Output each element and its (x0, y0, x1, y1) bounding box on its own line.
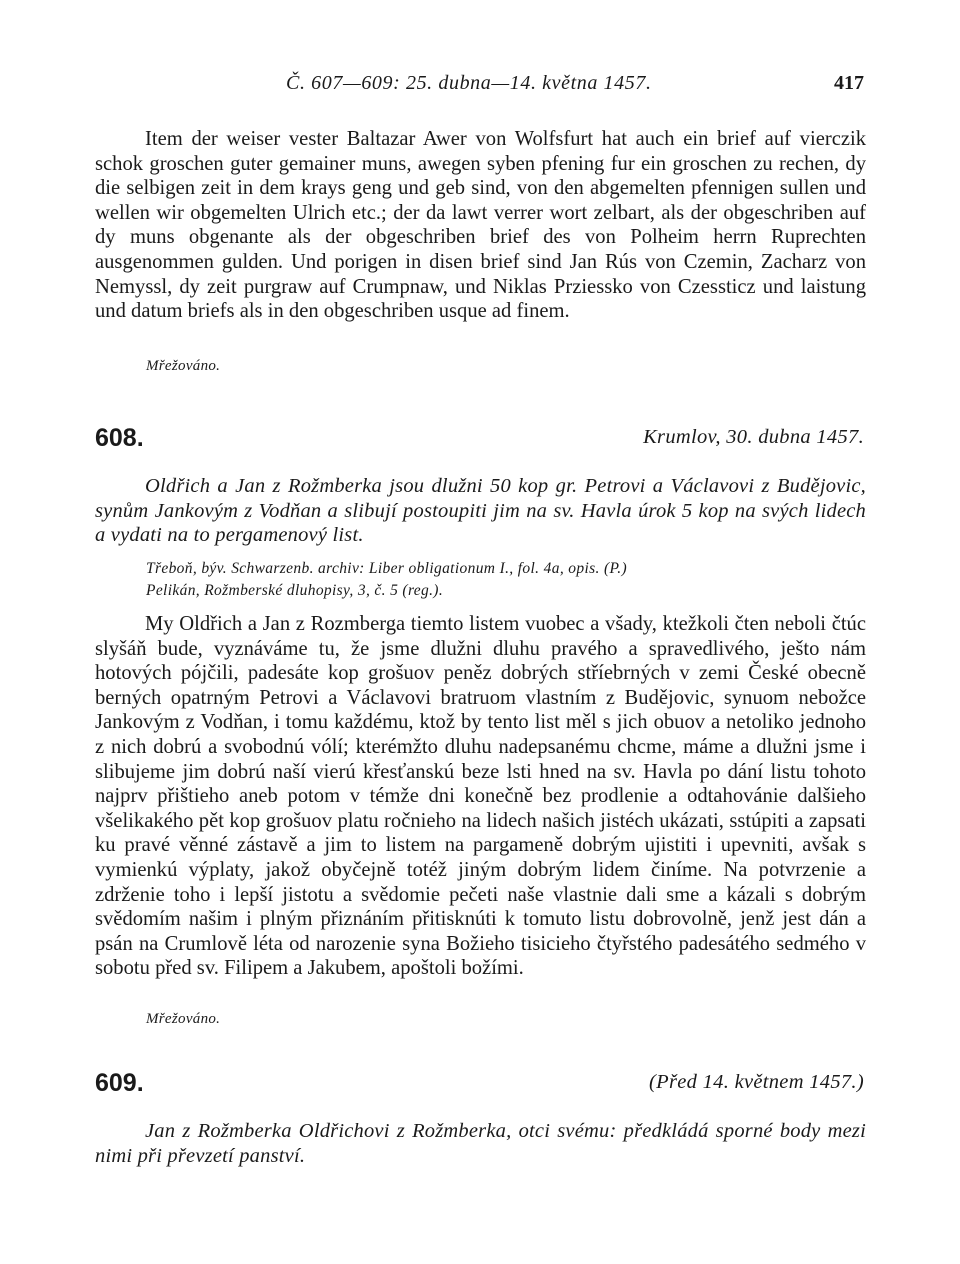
doc-608-heading (95, 424, 866, 454)
doc-608-regest: Oldřich a Jan z Rožmberka jsou dlužni 50 kop gr. Petrovi a Václavovi z Budějovic, synům Jankovým z Vodňan a slibují postoupiti jim na sv. Havla úrok 5 kop na svých lidech a vydati na to pergamenový list. (95, 475, 866, 546)
doc-608-source (146, 558, 627, 601)
doc-608-signature: Mřežováno. (146, 1011, 221, 1027)
doc-608-text: My Oldřich a Jan z Rozmberga tiemto listem vuobec a všady, ktežkoli čten neboli čtúc slyšáň bude, vyznáváme tu, že jsme dlužni dluhu pravého a spravedlivého, ješto nám hotových pójčili, padesáte kop grošuov peněz dobrých stříebrných v zemi České obecně berných opatrným Petrovi a Václavovi bratruom vlastním z Budějovic, synuom nebožce Jankovým z Vodňan, i tomu každému, ktož by tento list měl s jich obuov a netoliko jednoho z nich dobrú a svobodnú vólí; kterémžto dluhu nadepsanému chcme, máme a dlužni jsme i slibujeme jim dobrú naší vierú křesťanskú beze lsti hned na sv. Havla po dání listu tohoto najprv přištieho aneb potom v témže dni konečně bez prodlenie a odtahovánie dalšieho všelikakého pět kop grošuov platu ročnieho na lidech našich jistéch ukázati, sstúpiti a zapsati ku pravé věnné zástavě a jim to listem na pargameně dobrým ujistiti i upevniti, avšak s vymienkú výplaty, jakož obyčejně totéž jiným dobrým lidem činíme. Na potvrzenie a zdrženie toho i lepší jistotu a svědomie pečeti naše vlastnie dali sme a kázali s dobrým svědomím našim i plným přiznáním přitisknúti k tomuto listu dobrovolně, jenž jest dán a psán na Crumlově léta od narozenie syna Božieho tisicieho čtyřstého padesátého sedmého v sobotu před sv. Filipem a Jakubem, apoštoli božími. (95, 613, 866, 980)
doc-609-heading (95, 1069, 866, 1099)
doc-607-text: Item der weiser vester Baltazar Awer von Wolfsfurt hat auch ein brief auf vierczik schok groschen guter gemainer muns, awegen syben pfening fur ein groschen zu rechen, dy die selbigen zeit in dem krays geng und geb sind, von den abgemelten pfennigen sullen und wellen wir obgemelten Ulrich etc.; der da lawt verrer wort zelbart, als der obgeschriben auf dy muns obgenante als der obgeschriben brief des von Polheim herrn Ruprechten ausgenommen gulden. Und porigen in disen brief sind Jan Rús von Czemin, Zacharz von Nemyssl, dy zeit purgraw auf Crumpnaw, und Niklas Prziessko von Czessticz und laistung und datum briefs als in den obgeschriben usque ad finem. (95, 128, 866, 323)
doc-608-source-line-2: Pelikán, Rožmberské dluhopisy, 3, č. 5 (reg.). (146, 581, 444, 599)
doc-607-signature: Mřežováno. (146, 358, 221, 374)
running-title: Č. 607—609: 25. dubna—14. května 1457. (286, 72, 652, 94)
doc-608-source-line-1: Třeboň, býv. Schwarzenb. archiv: Liber obligationum I., fol. 4a, opis. (P.) (146, 560, 628, 577)
doc-609-number: 609. (95, 1069, 144, 1097)
doc-609-place-date: (Před 14. květnem 1457.) (649, 1071, 864, 1093)
doc-608-place-date: Krumlov, 30. dubna 1457. (643, 426, 864, 448)
doc-608-number: 608. (95, 424, 144, 452)
doc-609-regest: Jan z Rožmberka Oldřichovi z Rožmberka, otci svému: předkládá sporné body mezi nimi při převzetí panství. (95, 1120, 866, 1167)
running-header (95, 72, 866, 102)
page-number: 417 (834, 72, 864, 94)
